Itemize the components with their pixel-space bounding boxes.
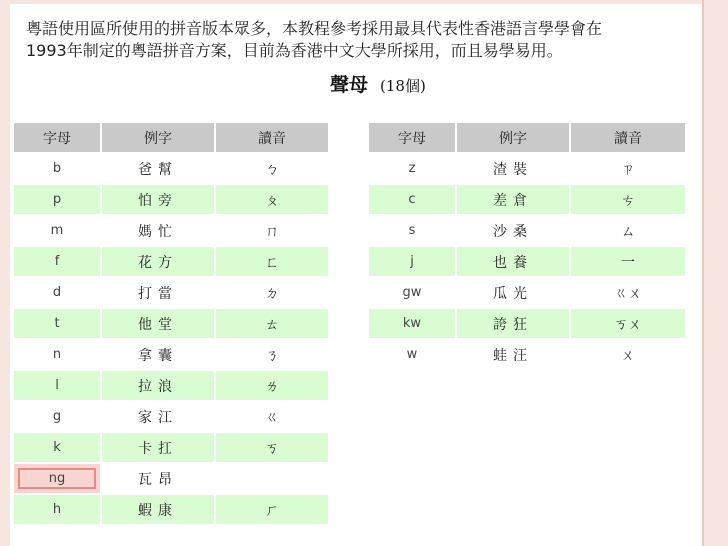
table-row bbox=[14, 216, 328, 245]
table-row bbox=[14, 278, 328, 307]
reading-cell: ㄘ bbox=[571, 185, 685, 214]
table-header-row bbox=[14, 123, 328, 152]
letter-cell: ng bbox=[14, 464, 100, 493]
table-row bbox=[369, 185, 685, 214]
reading-cell: ㄈ bbox=[216, 247, 328, 276]
letter-cell: h bbox=[14, 495, 100, 524]
example-cell: 拉浪 bbox=[102, 371, 214, 400]
reading-cell bbox=[216, 464, 328, 493]
slide-frame-left bbox=[0, 0, 10, 546]
table-row bbox=[369, 278, 685, 307]
table-row bbox=[369, 216, 685, 245]
table-row bbox=[369, 340, 685, 369]
heading-title: 聲母 bbox=[330, 74, 369, 96]
reading-cell: ㄋ bbox=[265, 347, 279, 364]
letter-cell: d bbox=[52, 285, 62, 300]
letter-cell: b bbox=[52, 161, 62, 176]
column-header-example: 例字 bbox=[102, 123, 214, 152]
example-cell: 瓦昂 bbox=[138, 471, 178, 488]
table-row bbox=[14, 340, 328, 369]
example-cell: 瓜光 bbox=[493, 285, 533, 302]
example-cell: 家江 bbox=[138, 409, 178, 426]
table-row bbox=[14, 309, 328, 338]
example-cell: 怕旁 bbox=[102, 185, 214, 214]
slide-frame-right bbox=[702, 0, 728, 546]
reading-cell: ㄎ bbox=[216, 433, 328, 462]
column-header-letter: 字母 bbox=[14, 123, 100, 152]
letter-cell: k bbox=[14, 433, 100, 462]
reading-cell: ㄆ bbox=[216, 185, 328, 214]
column-header-reading: 讀音 bbox=[571, 123, 685, 152]
heading-count: (18個) bbox=[380, 77, 426, 95]
section-heading bbox=[330, 70, 426, 98]
reading-cell: ㄙ bbox=[621, 223, 635, 240]
column-header-letter: 字母 bbox=[369, 123, 455, 152]
initials-table-left bbox=[12, 121, 330, 526]
letter-cell: gw bbox=[402, 285, 422, 300]
reading-cell: ㄊ bbox=[216, 309, 328, 338]
letter-cell: p bbox=[14, 185, 100, 214]
example-cell: 蝦康 bbox=[102, 495, 214, 524]
letter-cell: z bbox=[408, 161, 416, 176]
example-cell: 也養 bbox=[457, 247, 569, 276]
example-cell: 拿囊 bbox=[138, 347, 178, 364]
reading-cell: ㄗ bbox=[621, 161, 635, 178]
example-cell: 打當 bbox=[138, 285, 178, 302]
reading-cell: ㄎㄨ bbox=[571, 309, 685, 338]
column-header-example: 例字 bbox=[457, 123, 569, 152]
reading-cell: ㄏ bbox=[216, 495, 328, 524]
letter-cell: t bbox=[14, 309, 100, 338]
example-cell: 他堂 bbox=[102, 309, 214, 338]
table-row bbox=[14, 154, 328, 183]
reading-cell: ㄍㄨ bbox=[614, 285, 642, 302]
table-row bbox=[369, 247, 685, 276]
letter-cell: l bbox=[14, 371, 100, 400]
example-cell: 爸幫 bbox=[138, 161, 178, 178]
letter-cell: g bbox=[52, 409, 62, 424]
reading-cell: ㄌ bbox=[216, 371, 328, 400]
reading-cell: 一 bbox=[571, 247, 685, 276]
letter-cell: c bbox=[369, 185, 455, 214]
table-row bbox=[14, 433, 328, 462]
letter-cell: kw bbox=[369, 309, 455, 338]
table-row bbox=[369, 309, 685, 338]
column-header-reading: 讀音 bbox=[216, 123, 328, 152]
initials-table-right bbox=[367, 121, 687, 371]
slide-frame-top bbox=[0, 0, 728, 4]
letter-cell: n bbox=[52, 347, 62, 362]
table-row bbox=[369, 154, 685, 183]
table-row bbox=[14, 185, 328, 214]
table-row bbox=[14, 464, 328, 493]
intro-paragraph: 粵語使用區所使用的拼音版本眾多，本教程參考採用最具代表性香港語言學學會在 1993年制定的粵語拼音方案，目前為香港中文大學所採用，而且易學易用。 bbox=[26, 19, 603, 60]
letter-cell: s bbox=[408, 223, 416, 238]
table-header-row bbox=[369, 123, 685, 152]
letter-cell: w bbox=[406, 347, 418, 362]
table-row bbox=[14, 495, 328, 524]
reading-cell: ㄇ bbox=[265, 223, 279, 240]
table-row bbox=[14, 247, 328, 276]
example-cell: 花方 bbox=[102, 247, 214, 276]
slide-frame-divider bbox=[702, 0, 704, 546]
table-row bbox=[14, 371, 328, 400]
reading-cell: ㄨ bbox=[621, 347, 635, 364]
reading-cell: ㄍ bbox=[265, 409, 279, 426]
letter-cell: m bbox=[50, 223, 64, 238]
example-cell: 差倉 bbox=[457, 185, 569, 214]
example-cell: 沙桑 bbox=[493, 223, 533, 240]
letter-cell: f bbox=[14, 247, 100, 276]
example-cell: 誇狂 bbox=[457, 309, 569, 338]
example-cell: 渣裝 bbox=[493, 161, 533, 178]
table-row bbox=[14, 402, 328, 431]
example-cell: 媽忙 bbox=[138, 223, 178, 240]
example-cell: 蛙汪 bbox=[493, 347, 533, 364]
letter-cell: j bbox=[369, 247, 455, 276]
reading-cell: ㄅ bbox=[265, 161, 279, 178]
example-cell: 卡扛 bbox=[102, 433, 214, 462]
reading-cell: ㄉ bbox=[265, 285, 279, 302]
